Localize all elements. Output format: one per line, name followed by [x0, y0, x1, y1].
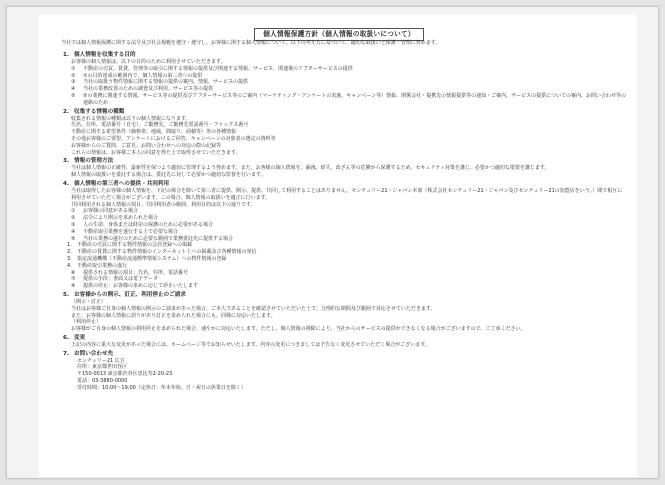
section-heading	[49, 350, 629, 358]
section-number: 2.	[63, 108, 70, 115]
paragraph: 当社はお客様ご自身の個人情報の開示のご請求があった場合、ご本人であることを確認させていただいた上で、合理的な期間及び範囲で対応させていただきます。	[71, 305, 436, 312]
section-title: お問い合わせ先	[74, 350, 114, 357]
list-item	[71, 229, 629, 236]
section-title: お客様からの開示、訂正、利用停止のご請求	[74, 291, 186, 298]
item-text: 当社の業務の遂行のために必要な範囲で業務委託先に提供する場合	[83, 235, 234, 242]
paragraph: 個人情報の取扱いを委託する場合は、委託先に対して必要かつ適切な監督を行います。	[71, 172, 266, 179]
section-7	[49, 350, 629, 392]
document-viewer-frame	[6, 6, 659, 479]
section-number: 1.	[63, 52, 70, 58]
item-text: お客様の同意がある場合	[83, 208, 139, 215]
section-items-continued	[49, 270, 629, 290]
subitem-text: 不動産の売買に関する物件情報の会員登録への掲載	[77, 242, 193, 249]
contact-block	[49, 358, 629, 392]
paragraph: （利用停止）	[71, 319, 102, 326]
item-text: ⑤の業務に関連する情報、サービス等の提供及びアフターサービス等のご案内（マーケティング・アンケートの実施、キャンペーン等）情報、関係会社・提携先の情報提供等の通知・ご案内、サービスの提供についての案内、お問い合わせ等の連絡のため	[83, 92, 627, 106]
subitem-mark: 2.	[67, 249, 72, 256]
section-body	[49, 165, 629, 179]
section-lead: 収集される情報の種類は以下の個人情報になります。	[71, 115, 191, 122]
list-item	[71, 66, 629, 73]
section-4	[49, 180, 629, 290]
item-mark: ①	[71, 65, 76, 72]
section-number: 3.	[63, 158, 70, 165]
section-title: 情報の管理方法	[74, 158, 114, 165]
contact-hours: 受付時間：10:00～19:00（定休日：年末年始、日・祝日の休業日を除く）	[77, 384, 246, 391]
item-text: 法令により開示を求められた場合	[83, 215, 159, 222]
paragraph: 当社は個人情報の正確性、最新性を保つよう適切に管理するよう努めます。また、お客様の個人情報を、漏洩、紛失、改ざん等の危険から保護するため、セキュリティ対策を講じ、必要かつ適切な措置を講じます。	[71, 165, 550, 172]
paragraph: 上記の内容に重大な変更があった場合には、ホームページ等でお知らせいたします。内容の変更につきましては予告なく変更させていただく場合がございます。	[71, 341, 430, 348]
sub-list-item	[67, 256, 629, 263]
section-body	[49, 116, 629, 157]
paragraph: （開示・訂正）	[71, 298, 107, 305]
item-text: 不動産取引業務を遂行する上で必要な場合	[83, 228, 179, 235]
section-heading	[49, 291, 629, 299]
item-mark: ②	[71, 215, 76, 222]
item-mark: ⑧	[71, 283, 76, 290]
section-3	[49, 157, 629, 179]
section-number: 6.	[63, 334, 70, 341]
section-5	[49, 291, 629, 333]
item-mark: ④	[71, 228, 76, 235]
section-title: 収集する情報の種類	[74, 108, 125, 115]
item-text: 当社の取扱う物件情報に関する情報の提供の案内、情報、サービスの提供	[83, 79, 249, 86]
item-mark: ④	[71, 86, 76, 93]
paragraph: お客様からのご質問、ご意見、お問い合わせへの対応の際の記録等	[71, 142, 222, 149]
item-text: 提供される情報の項目：氏名、住所、電話番号	[83, 269, 189, 276]
sub-list-item	[67, 263, 629, 270]
list-item	[71, 283, 629, 290]
title-area	[49, 21, 629, 38]
paragraph: お客様がご自身の個人情報の利用停止を求められた場合、速やかに対応いたします。ただし、個人情報の削除により、当社からのサービスの提供ができなくなる場合がございますので、ご了承ください。	[71, 326, 526, 333]
contact-address: 〒150-0013 東京都渋谷区恵比寿2-20-23	[77, 371, 173, 378]
subitem-mark: 1.	[67, 242, 72, 249]
list-item	[71, 215, 629, 222]
paragraph: その他お客様のご要望、アンケートにおけるご回答、キャンペーンの対象者の選定の資料等	[71, 135, 276, 142]
section-items	[49, 208, 629, 242]
item-text: 提供の停止：お客様の求めに応じて停止いたします	[83, 283, 199, 290]
section-lead: お客様の個人情報は、以下の目的のために利用させていただきます。	[71, 59, 226, 65]
item-mark: ①	[71, 208, 76, 215]
list-item	[71, 93, 629, 107]
item-text: ①の目的達成の範囲内で、個人情報の第三者への提供	[83, 72, 203, 79]
list-item	[71, 222, 629, 229]
section-heading	[49, 334, 629, 342]
section-heading	[49, 51, 629, 59]
section-1	[49, 51, 629, 107]
item-mark: ⑦	[71, 276, 76, 283]
section-body	[49, 299, 629, 333]
paragraph: これらの情報は、お客様ご本人の同意を得た上で取得させていただきます。	[71, 149, 241, 156]
contact-company: センチュリー21 広宣	[77, 357, 125, 364]
sub-list-item	[67, 249, 629, 256]
section-2	[49, 108, 629, 157]
list-item	[71, 86, 629, 93]
item-text: 人の生命、身体または財産の保護のために必要がある場合	[83, 221, 214, 228]
section-number: 4.	[63, 180, 70, 187]
item-mark: ③	[71, 79, 76, 86]
section-number: 7.	[63, 350, 70, 357]
subitem-mark: 3.	[67, 255, 72, 262]
section-heading	[49, 180, 629, 188]
paragraph: 氏名、住所、電話番号（自宅）、ご勤務先、ご勤務先電話番号・ファックス番号	[71, 122, 249, 129]
item-text: 不動産の売買、賃貸、管理等の取引に関する情報の提供及び関連する情報、サービス、関連後のアフターサービスの提供	[83, 65, 353, 72]
contact-line: 住所：東京都世田谷区	[77, 364, 128, 371]
item-text: 当社の業務改善のための調査及び利用、サービス等の提供	[83, 86, 214, 93]
paragraph: また、お客様の個人情報に誤りがあり訂正を求められた場合にも、同様に対応いたします。	[71, 312, 276, 319]
document-page	[39, 15, 637, 477]
subitem-text: 指定流通機構（不動産流通標準情報システム）への物件情報の登録	[77, 255, 227, 262]
contact-phone: 電話：03-3880-0000	[77, 378, 128, 385]
item-text: 提供の手段：書面又は電子データ	[83, 276, 159, 283]
item-mark: ②	[71, 72, 76, 79]
document-title: 個人情報保護方針（個人情報の取扱いについて）	[254, 28, 424, 41]
intro-paragraph: 当社では個人情報保護に関する法令及び社会規範を遵守・遵守し、お客様に関する個人情報について、以下の考え方に基づいて、適切な取扱いと保護・管理に努めます。	[61, 40, 441, 46]
subitem-mark: 4.	[67, 262, 72, 269]
section-subitems	[49, 242, 629, 269]
section-title: 個人情報を収集する目的	[74, 52, 136, 58]
paragraph: 共同利用される個人情報の項目、共同利用者の範囲、利用目的は以下の通りです。	[71, 201, 256, 208]
item-mark: ⑤	[71, 235, 76, 242]
section-title: 変更	[74, 334, 86, 341]
item-mark: ⑥	[71, 269, 76, 276]
section-6	[49, 334, 629, 349]
section-title: 個人情報の第三者への提供・共同利用	[74, 180, 170, 187]
paragraph: 当社は取得したお客様の個人情報を、下記の場合を除いて第三者に提供、開示、提供、共同して利用することはありません。センチュリー21・ジャパン本部（株式会社センチュリー21・ジャパン及びセンチュリー21の加盟店をいう。）間で相互に利用させていただく場合がございます。この場合、個人情報の取扱いを適正に行います。	[71, 187, 623, 201]
section-body	[49, 342, 629, 349]
subitem-text: 不動産取引業務の遂行	[77, 262, 128, 269]
section-heading	[49, 108, 629, 116]
paragraph: 不動産に関する希望条件（価格帯、地域、間取り、面積等）等の各種情報	[71, 129, 237, 136]
section-body	[49, 188, 629, 208]
item-mark: ③	[71, 221, 76, 228]
section-items	[49, 66, 629, 107]
section-number: 5.	[63, 291, 70, 298]
subitem-text: 不動産の賃貸に関する物件情報のインターネット上への掲載及び各種情報の発信	[77, 249, 257, 256]
item-mark: ⑤	[71, 92, 76, 99]
